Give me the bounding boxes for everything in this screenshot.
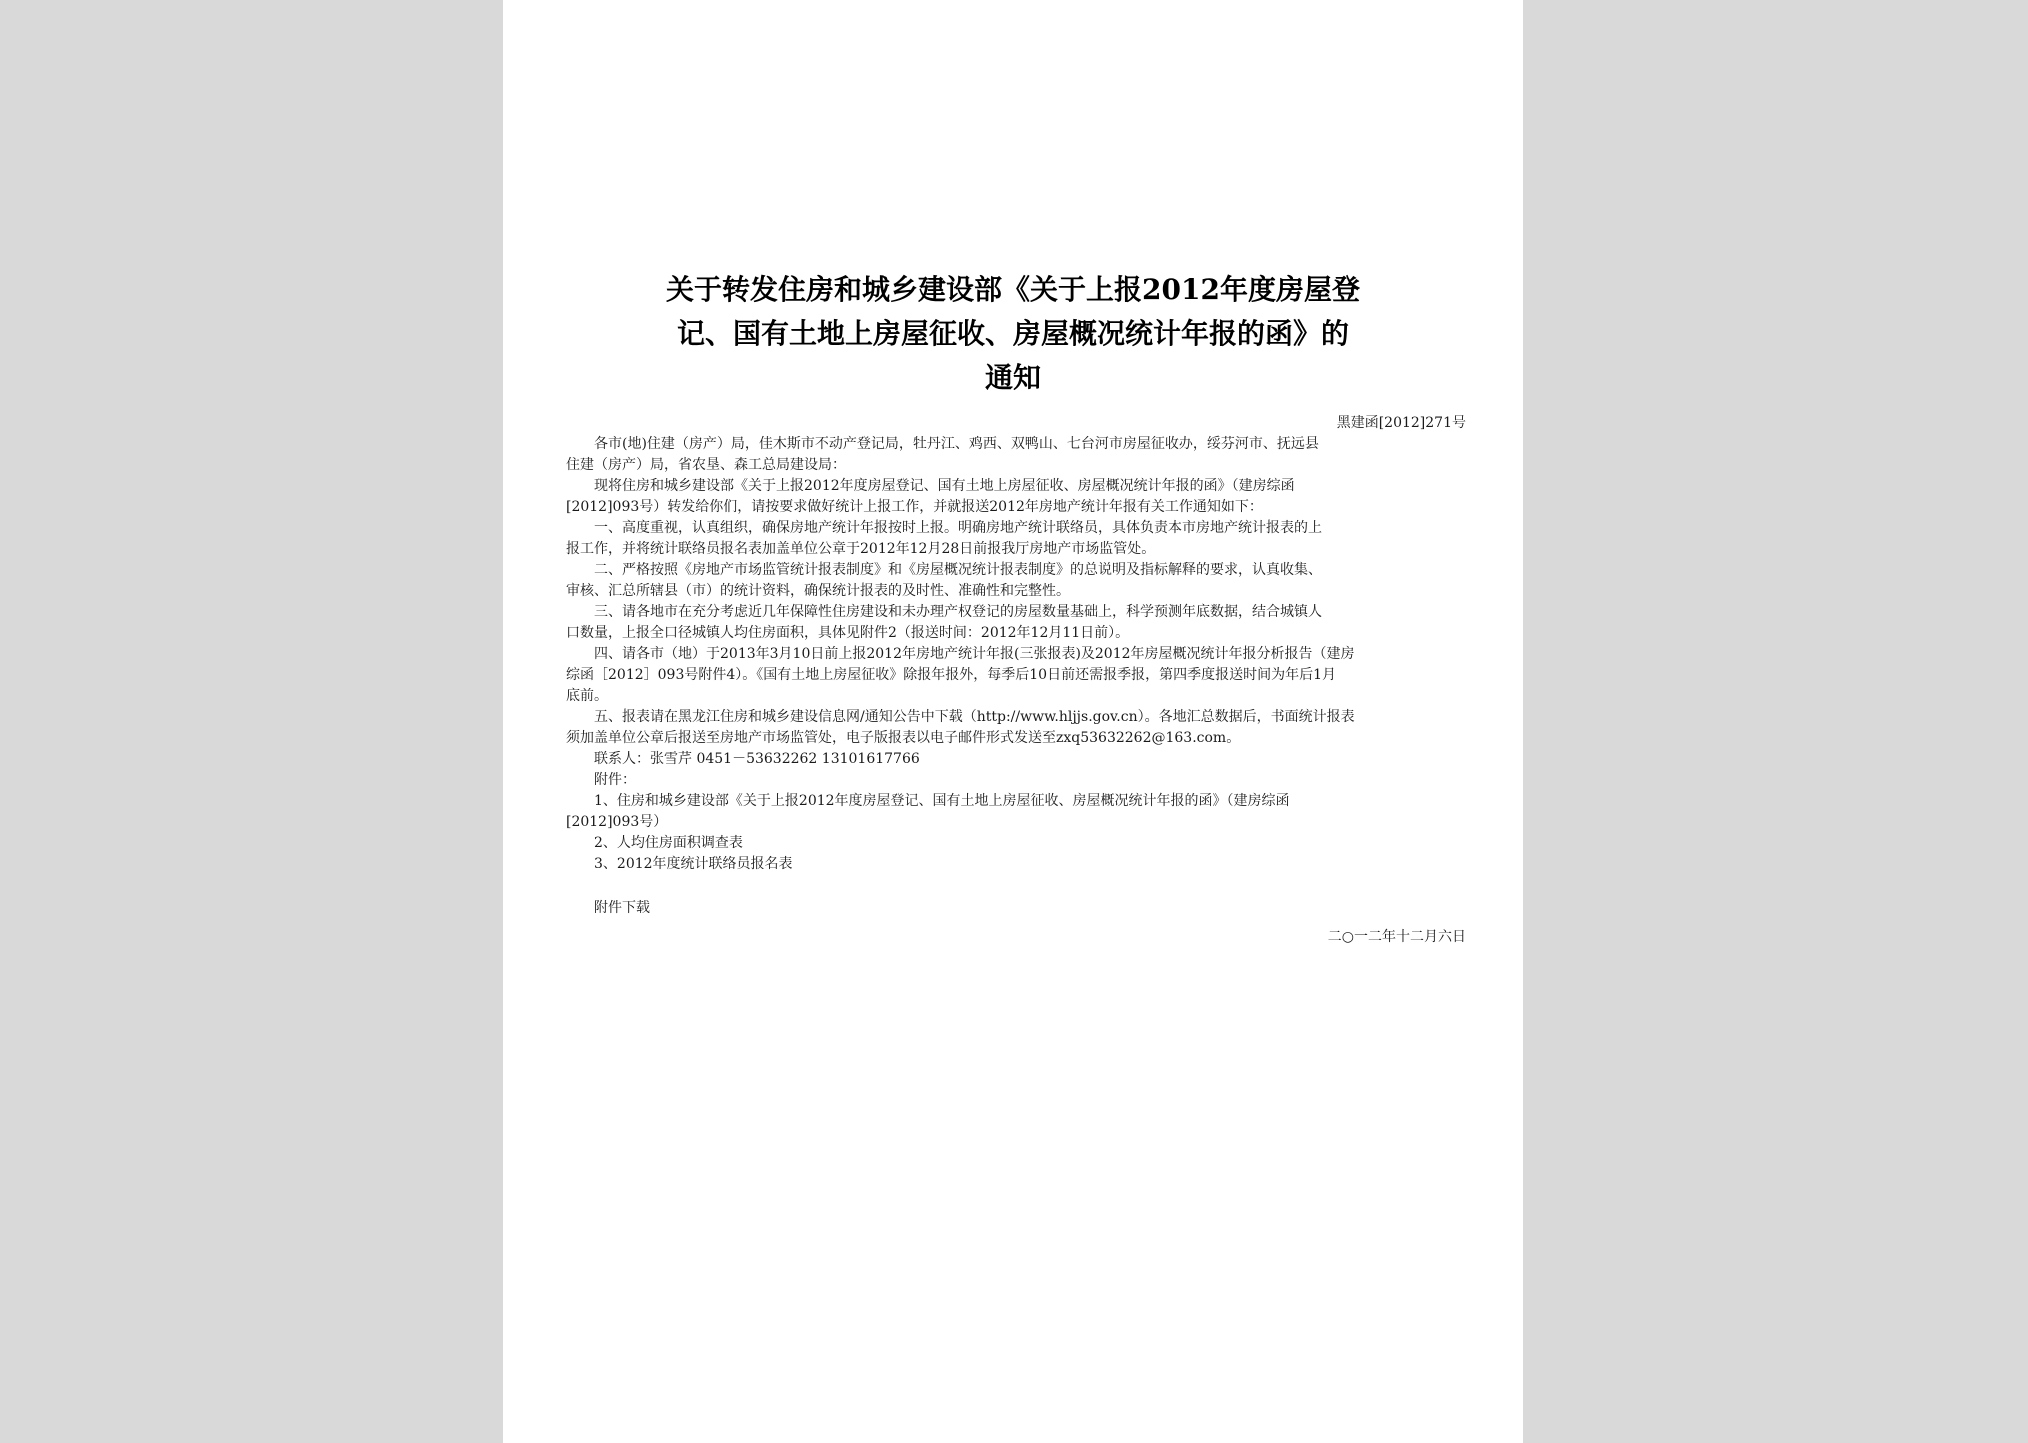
attachment-2-line: 2、人均住房面积调查表 — [594, 835, 743, 851]
contact-line: 联系人：张雪芹 0451－53632262 13101617766 — [594, 751, 920, 767]
item-4-line: 综函［2012］093号附件4）。《国有土地上房屋征收》除报年报外，每季后10日前还需报季报，第四季度报送时间为年后1月 — [566, 667, 1336, 683]
document-body — [566, 413, 1466, 948]
document-date: 二○一二年十二月六日 — [1327, 929, 1466, 945]
attachment-3-line: 3、2012年度统计联络员报名表 — [594, 856, 793, 872]
item-1-line: 报工作，并将统计联络员报名表加盖单位公章于2012年12月28日前报我厅房地产市场监管处。 — [566, 541, 1156, 557]
intro-line: 现将住房和城乡建设部《关于上报2012年度房屋登记、国有土地上房屋征收、房屋概况统计年报的函》（建房综函 — [594, 478, 1295, 494]
item-4-line: 四、请各市（地）于2013年3月10日前上报2012年房地产统计年报(三张报表)及2012年房屋概况统计年报分析报告（建房 — [594, 646, 1355, 662]
document-title — [553, 268, 1473, 400]
item-1-line: 一、高度重视，认真组织，确保房地产统计年报按时上报。明确房地产统计联络员，具体负责本市房地产统计报表的上 — [594, 520, 1322, 536]
intro-line: [2012]093号）转发给你们，请按要求做好统计上报工作，并就报送2012年房地产统计年报有关工作通知如下： — [566, 499, 1263, 515]
attachment-1-line: [2012]093号） — [566, 814, 668, 830]
attachment-1-line: 1、住房和城乡建设部《关于上报2012年度房屋登记、国有土地上房屋征收、房屋概况统计年报的函》（建房综函 — [594, 793, 1290, 809]
item-3-line: 口数量，上报全口径城镇人均住房面积，具体见附件2（报送时间：2012年12月11日前）。 — [566, 625, 1130, 641]
attachment-download-link[interactable]: 附件下载 — [594, 900, 650, 916]
item-3-line: 三、请各地市在充分考虑近几年保障性住房建设和未办理产权登记的房屋数量基础上，科学预测年底数据，结合城镇人 — [594, 604, 1322, 620]
document-page — [503, 0, 1523, 1443]
item-5-line: 五、报表请在黑龙江住房和城乡建设信息网/通知公告中下载（http://www.hljjs.gov.cn）。各地汇总数据后，书面统计报表 — [594, 709, 1355, 725]
doc-number: 黑建函[2012]271号 — [1336, 415, 1466, 431]
recipients-line: 各市(地)住建（房产）局，佳木斯市不动产登记局，牡丹江、鸡西、双鸭山、七台河市房屋征收办，绥芬河市、抚远县 — [594, 436, 1319, 452]
title-line: 关于转发住房和城乡建设部《关于上报2012年度房屋登 — [666, 273, 1360, 306]
title-line: 通知 — [984, 361, 1041, 394]
attachments-label: 附件： — [594, 772, 636, 788]
item-2-line: 审核、汇总所辖县（市）的统计资料，确保统计报表的及时性、准确性和完整性。 — [566, 583, 1070, 599]
item-5-line: 须加盖单位公章后报送至房地产市场监管处，电子版报表以电子邮件形式发送至zxq53632262@163.com。 — [566, 730, 1241, 746]
item-4-line: 底前。 — [566, 688, 608, 704]
title-line: 记、国有土地上房屋征收、房屋概况统计年报的函》的 — [676, 317, 1349, 350]
item-2-line: 二、严格按照《房地产市场监管统计报表制度》和《房屋概况统计报表制度》的总说明及指标解释的要求，认真收集、 — [594, 562, 1322, 578]
recipients-line: 住建（房产）局，省农垦、森工总局建设局： — [566, 457, 846, 473]
